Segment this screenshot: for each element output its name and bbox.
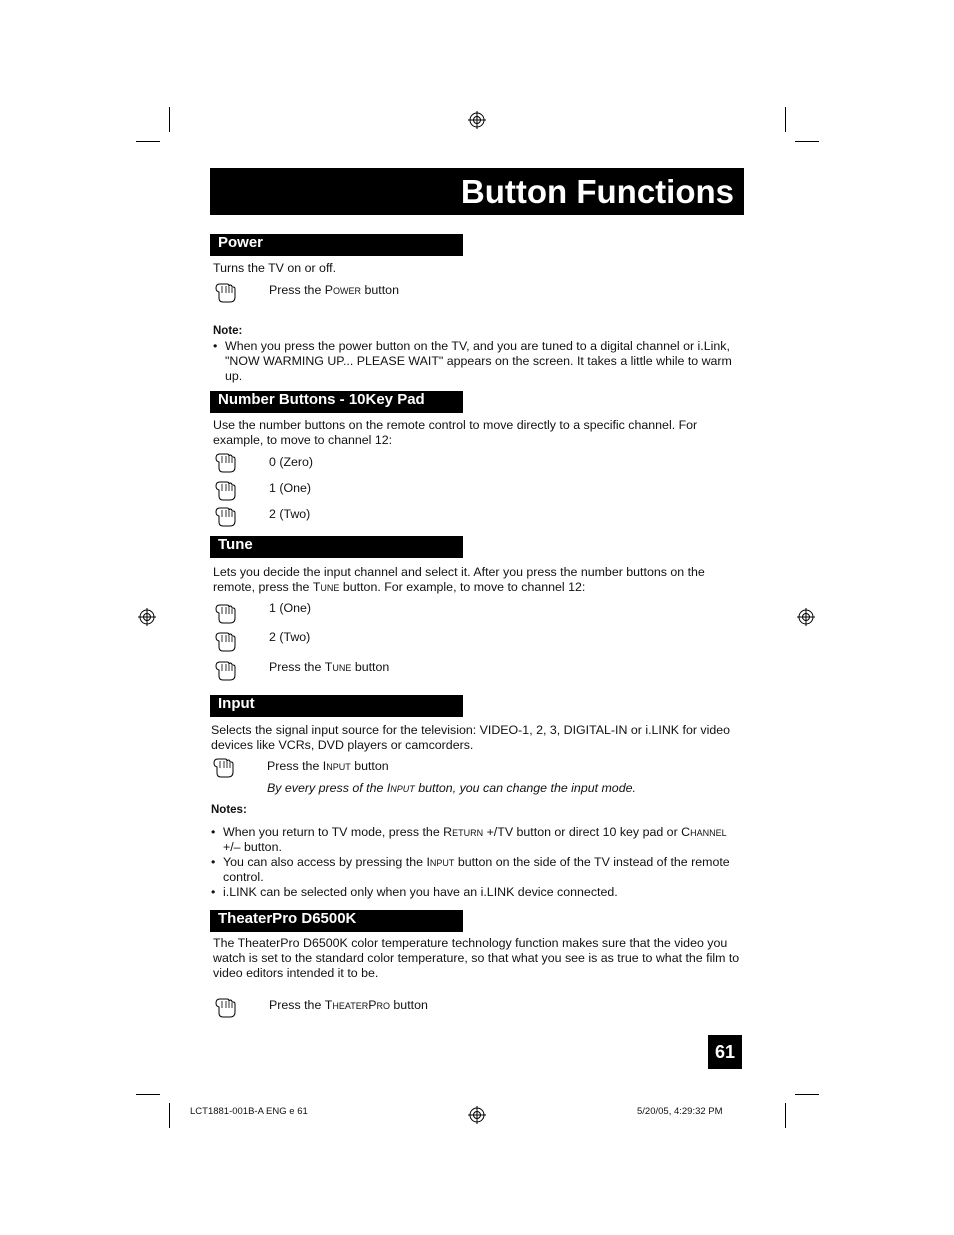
section-header-input (210, 695, 463, 717)
section-title: Power (218, 234, 264, 251)
number-step: 2 (Two) (269, 507, 311, 521)
hand-press-icon (211, 756, 235, 780)
power-step: Press the Power button (269, 283, 399, 297)
section-title: TheaterPro D6500K (218, 910, 357, 927)
hand-press-icon (213, 630, 237, 654)
number-step: 0 (Zero) (269, 455, 314, 469)
input-note: • i.LINK can be selected only when you have an i.LINK device connected. (211, 885, 741, 900)
footer-file-info: LCT1881-001B-A ENG e 61 (190, 1106, 308, 1117)
section-header-theaterpro (210, 910, 463, 932)
input-note: • When you return to TV mode, press the Return +/TV button or direct 10 key pad or Channel +/– button. (211, 825, 741, 855)
registration-mark-icon (797, 608, 815, 626)
registration-mark-icon (138, 608, 156, 626)
input-note: • You can also access by pressing the Input button on the side of the TV instead of the remote control. (211, 855, 741, 885)
crop-mark (785, 107, 786, 132)
input-description: Selects the signal input source for the television: VIDEO-1, 2, 3, DIGITAL-IN or i.LINK for video devices like VCRs, DVD players or camcorders. (211, 723, 731, 752)
input-step: Press the Input button (267, 759, 389, 773)
crop-mark (136, 141, 160, 142)
hand-press-icon (213, 479, 237, 503)
hand-press-icon (213, 602, 237, 626)
notes-label: Notes: (211, 804, 247, 816)
note-label: Note: (213, 325, 243, 337)
hand-press-icon (213, 451, 237, 475)
crop-mark (785, 1103, 786, 1128)
registration-mark-icon (468, 1106, 486, 1124)
section-title: Number Buttons - 10Key Pad (218, 391, 425, 408)
page-number: 61 (708, 1035, 742, 1069)
tune-step: Press the Tune button (269, 660, 390, 674)
section-header-tune (210, 536, 463, 558)
input-italic-note: By every press of the Input button, you can change the input mode. (267, 781, 636, 795)
section-header-number-buttons (210, 391, 463, 413)
tune-step: 2 (Two) (269, 630, 311, 644)
power-description: Turns the TV on or off. (213, 261, 337, 275)
crop-mark (169, 107, 170, 132)
number-description: Use the number buttons on the remote control to move directly to a specific channel. For example, to move to channel 12: (213, 418, 698, 447)
registration-mark-icon (468, 111, 486, 129)
number-step: 1 (One) (269, 481, 312, 495)
tune-description: Lets you decide the input channel and select it. After you press the number buttons on the remote, press the Tune button. For example, to move to channel 12: (213, 565, 705, 594)
section-title: Tune (218, 536, 253, 553)
page-title: Button Functions (460, 173, 734, 210)
section-title: Input (218, 695, 255, 712)
tune-step: 1 (One) (269, 601, 312, 615)
crop-mark (795, 141, 819, 142)
hand-press-icon (213, 505, 237, 529)
crop-mark (169, 1103, 170, 1128)
footer-timestamp: 5/20/05, 4:29:32 PM (637, 1106, 723, 1117)
crop-mark (136, 1094, 160, 1095)
hand-press-icon (213, 996, 237, 1020)
section-header-power (210, 234, 463, 256)
power-note: • When you press the power button on the TV, and you are tuned to a digital channel or i.Link, "NOW WARMING UP... PLEASE WAIT" appears on the screen. It takes a little while to warm up. (213, 339, 743, 384)
crop-mark (795, 1094, 819, 1095)
theaterpro-step: Press the TheaterPro button (269, 998, 428, 1012)
theaterpro-description: The TheaterPro D6500K color temperature technology function makes sure that the video you watch is set to the standard color temperature, so that what you see is as true to what the film to video editors intended it to be. (213, 936, 740, 980)
hand-press-icon (213, 281, 237, 305)
hand-press-icon (213, 659, 237, 683)
page-title-bar (210, 168, 744, 215)
